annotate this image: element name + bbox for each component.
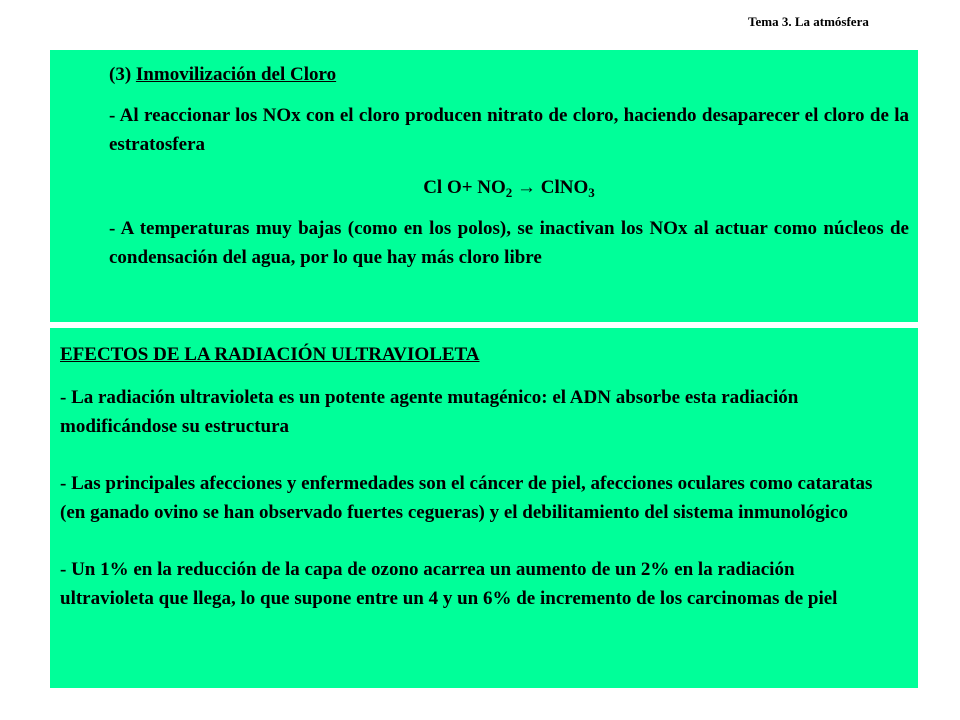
formula-reactants: Cl O+ NO xyxy=(423,177,506,198)
formula-product: → ClNO xyxy=(512,177,589,198)
section-heading-text: Inmovilización del Cloro xyxy=(135,64,337,85)
uv-effects-title: EFECTOS DE LA RADIACIÓN ULTRAVIOLETA xyxy=(60,344,480,365)
section-heading xyxy=(109,60,909,89)
bullet-low-temperature: - A temperaturas muy bajas (como en los polos), se inactivan los NOx al actuar como núcleos de condensación del agua, por lo que hay más cloro libre xyxy=(109,218,909,268)
formula-subscript-2: 2 xyxy=(505,185,513,200)
section-number: (3) xyxy=(109,64,132,85)
slide-header: Tema 3. La atmósfera xyxy=(748,14,869,29)
uv-paragraph-diseases: - Las principales afecciones y enfermedades son el cáncer de piel, afecciones oculares como cataratas (en ganado ovino se han observado fuertes cegueras) y el debilitamiento del sistema inmunológico xyxy=(60,473,873,523)
formula-subscript-3: 3 xyxy=(588,185,595,200)
chemical-formula xyxy=(109,173,909,202)
uv-paragraph-ozone-reduction: - Un 1% en la reducción de la capa de ozono acarrea un aumento de un 2% en la radiación ultravioleta que llega, lo que supone entre un 4 y un 6% de incremento de los carcinomas de piel xyxy=(60,559,838,609)
bullet-nox-reaction: - Al reaccionar los NOx con el cloro producen nitrato de cloro, haciendo desaparecer el cloro de la estratosfera xyxy=(109,105,909,155)
chlorine-immobilization-box xyxy=(50,50,918,322)
uv-effects-box xyxy=(50,328,918,688)
uv-paragraph-mutagenic: - La radiación ultravioleta es un potente agente mutagénico: el ADN absorbe esta radiación modificándose su estructura xyxy=(60,387,799,437)
